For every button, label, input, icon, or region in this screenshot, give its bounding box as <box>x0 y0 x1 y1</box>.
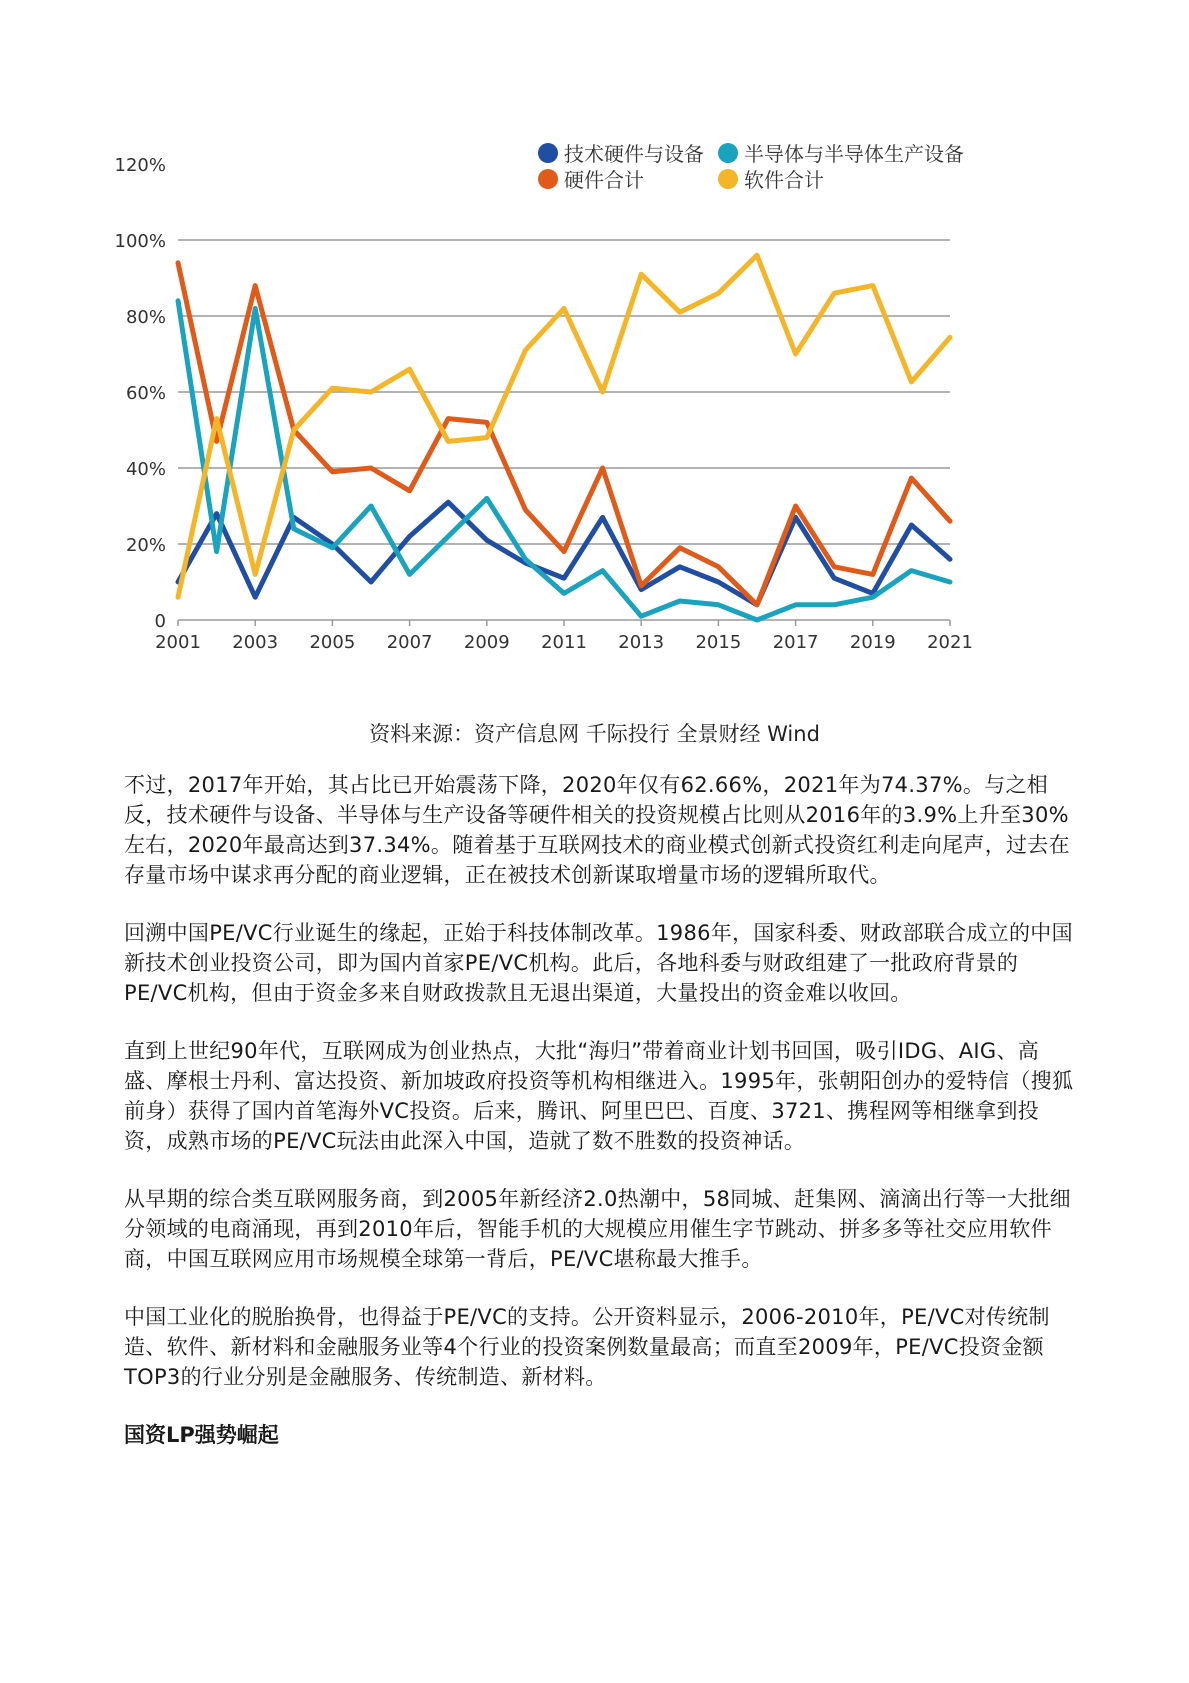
chart-source: 资料来源：资产信息网 千际投行 全景财经 Wind <box>369 722 820 746</box>
y-tick-label: 80% <box>125 307 166 328</box>
x-tick-label: 2007 <box>386 632 433 653</box>
legend-dot-software-total <box>718 169 738 189</box>
legend-label-software-total: 软件合计 <box>744 168 824 192</box>
legend-dot-tech-hardware <box>538 143 558 163</box>
paragraph: 不过，2017年开始，其占比已开始震荡下降，2020年仅有62.66%，2021年为74.37%。与之相反，技术硬件与设备、半导体与生产设备等硬件相关的投资规模占比则从2016年的3.9%上升至30%左右，2020年最高达到37.34%。随着基于互联网技术的商业模式创新式投资红利走向尾声，过去在存量市场中谋求再分配的商业逻辑，正在被技术创新谋取增量市场的逻辑所取代。 <box>124 773 1070 887</box>
chart-area <box>114 130 1080 715</box>
y-tick-label: 40% <box>125 459 166 480</box>
legend-label-semiconductor: 半导体与半导体生产设备 <box>744 142 964 166</box>
y-tick-label: 60% <box>125 383 166 404</box>
x-tick-label: 2001 <box>155 632 201 653</box>
x-tick-label: 2005 <box>309 632 356 653</box>
legend-item-hardware-total <box>538 164 644 193</box>
legend-label-tech-hardware: 技术硬件与设备 <box>564 142 704 166</box>
y-tick-label: 20% <box>125 535 166 556</box>
article-body <box>124 770 1074 1450</box>
series-line-semiconductor <box>178 301 950 620</box>
y-tick-label: 0 <box>154 611 166 632</box>
legend-label-hardware-total: 硬件合计 <box>564 168 644 192</box>
legend-item-semiconductor <box>718 138 964 167</box>
legend-item-tech-hardware <box>538 138 704 167</box>
x-tick-label: 2003 <box>232 632 279 653</box>
paragraph: 中国工业化的脱胎换骨，也得益于PE/VC的支持。公开资料显示，2006-2010年，PE/VC对传统制造、软件、新材料和金融服务业等4个行业的投资案例数量最高；而直至2009年，PE/VC投资金额TOP3的行业分别是金融服务、传统制造、新材料。 <box>124 1305 1050 1389</box>
legend-dot-hardware-total <box>538 169 558 189</box>
line-chart <box>114 130 1080 715</box>
x-tick-label: 2019 <box>849 632 896 653</box>
legend-dot-semiconductor <box>718 143 738 163</box>
paragraph: 直到上世纪90年代，互联网成为创业热点，大批“海归”带着商业计划书回国，吸引IDG、AIG、高盛、摩根士丹利、富达投资、新加坡政府投资等机构相继进入。1995年，张朝阳创办的爱特信（搜狐前身）获得了国内首笔海外VC投资。后来，腾讯、阿里巴巴、百度、3721、携程网等相继拿到投资，成熟市场的PE/VC玩法由此深入中国，造就了数不胜数的投资神话。 <box>124 1039 1074 1153</box>
x-tick-label: 2015 <box>695 632 742 653</box>
x-tick-label: 2011 <box>541 632 587 653</box>
legend-item-software-total <box>718 164 824 193</box>
x-tick-label: 2009 <box>463 632 510 653</box>
x-tick-label: 2017 <box>772 632 819 653</box>
x-tick-label: 2021 <box>927 632 973 653</box>
y-tick-label: 100% <box>114 231 166 252</box>
paragraph: 从早期的综合类互联网服务商，到2005年新经济2.0热潮中，58同城、赶集网、滴滴出行等一大批细分领域的电商涌现，再到2010年后，智能手机的大规模应用催生字节跳动、拼多多等社交应用软件商，中国互联网应用市场规模全球第一背后，PE/VC堪称最大推手。 <box>124 1187 1071 1271</box>
x-tick-label: 2013 <box>618 632 665 653</box>
y-tick-label: 120% <box>114 155 166 176</box>
paragraph: 回溯中国PE/VC行业诞生的缘起，正始于科技体制改革。1986年，国家科委、财政部联合成立的中国新技术创业投资公司，即为国内首家PE/VC机构。此后，各地科委与财政组建了一批政府背景的PE/VC机构，但由于资金多来自财政拨款且无退出渠道，大量投出的资金难以收回。 <box>124 921 1073 1005</box>
section-heading: 国资LP强势崛起 <box>124 1423 279 1447</box>
